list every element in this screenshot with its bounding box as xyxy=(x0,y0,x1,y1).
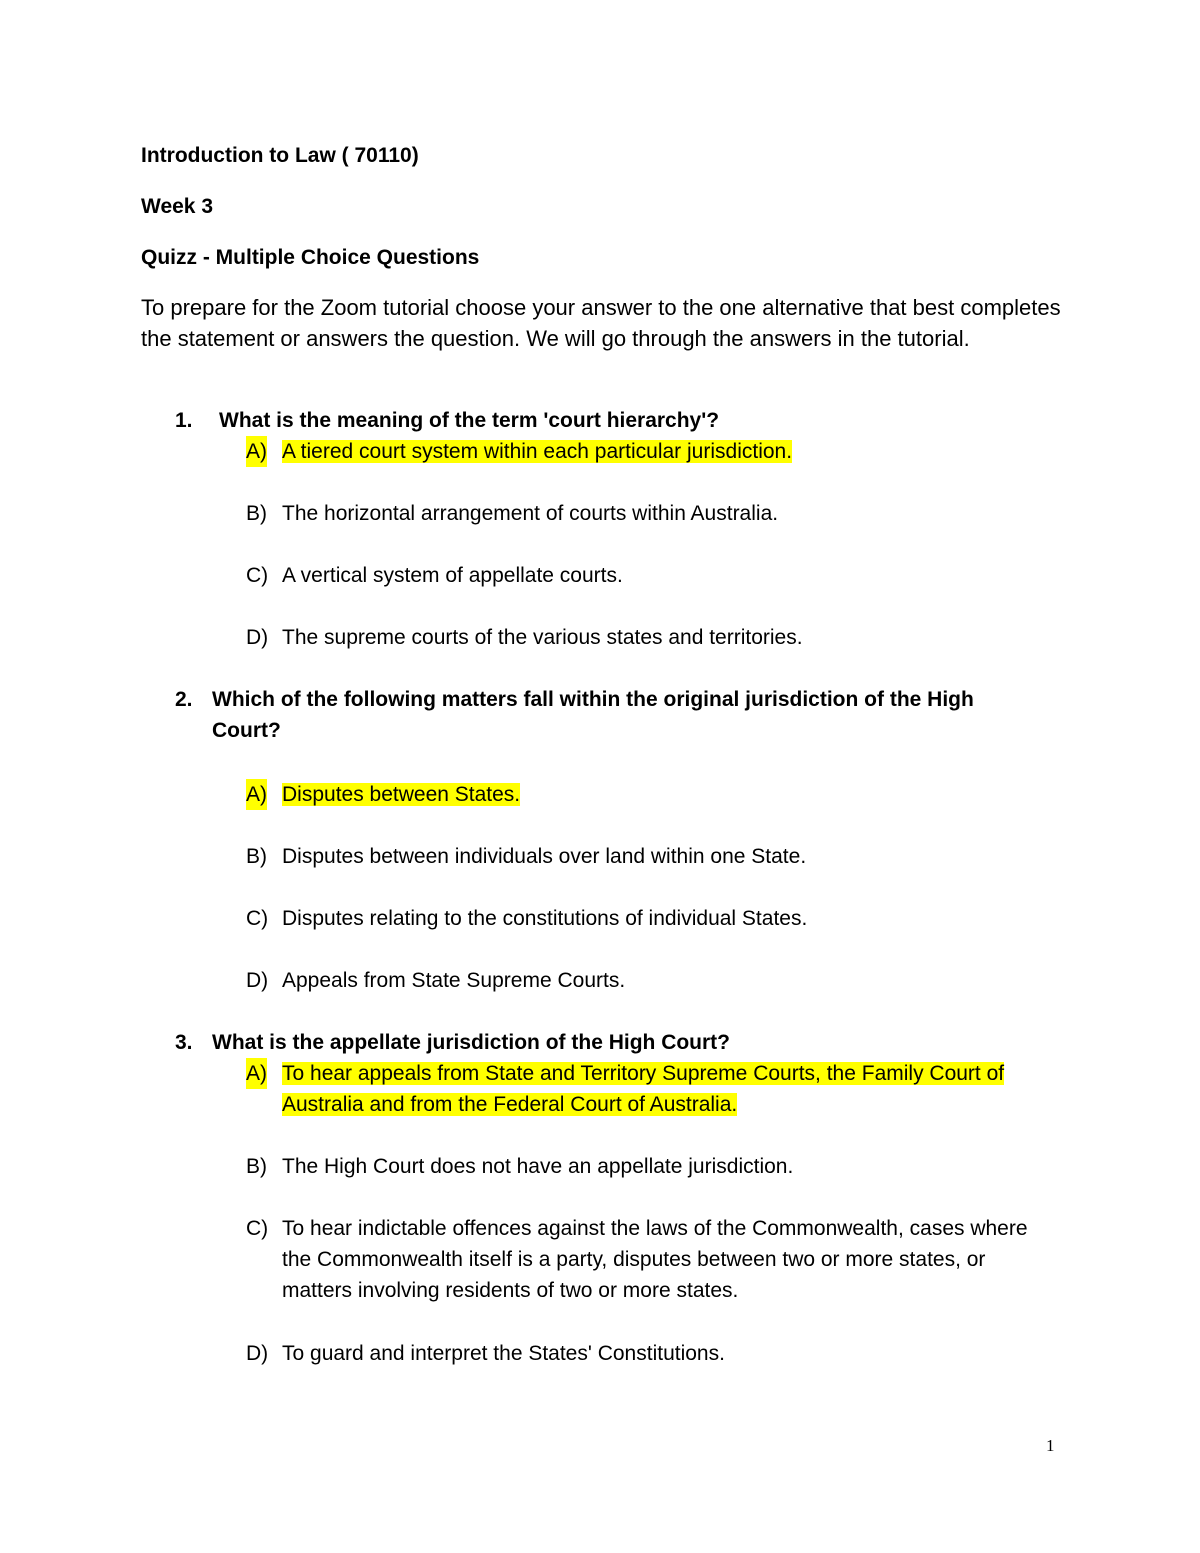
option-3a xyxy=(246,1058,1046,1120)
question-text: Which of the following matters fall within the original jurisdiction of the High Court? xyxy=(212,688,974,742)
option-3d xyxy=(246,1338,1046,1369)
option-text: To guard and interpret the States' Constitutions. xyxy=(282,1342,725,1365)
question-text: What is the meaning of the term 'court hierarchy'? xyxy=(219,409,720,432)
option-letter: D) xyxy=(246,626,269,649)
option-2a xyxy=(246,779,1046,810)
option-letter: A) xyxy=(246,1058,267,1089)
week-label: Week 3 xyxy=(141,195,213,218)
option-1a xyxy=(246,436,1046,467)
option-text: Disputes between individuals over land within one State. xyxy=(282,845,807,868)
option-text: Disputes between States. xyxy=(282,783,521,806)
option-text: To hear appeals from State and Territory Supreme Courts, the Family Court of Australia and from the Federal Court of Australia. xyxy=(282,1062,1005,1116)
option-letter: B) xyxy=(246,502,267,525)
option-text: A vertical system of appellate courts. xyxy=(282,564,623,587)
option-letter: B) xyxy=(246,845,267,868)
option-text: The horizontal arrangement of courts within Australia. xyxy=(282,502,779,525)
option-letter: B) xyxy=(246,1155,267,1178)
option-2c xyxy=(246,903,1046,934)
question-number: 3. xyxy=(175,1031,193,1054)
option-text: A tiered court system within each particular jurisdiction. xyxy=(282,440,793,463)
option-1d xyxy=(246,622,1046,653)
option-1b xyxy=(246,498,1046,529)
question-3 xyxy=(175,1027,1055,1058)
question-text: What is the appellate jurisdiction of the High Court? xyxy=(212,1031,731,1054)
question-2 xyxy=(175,684,1055,746)
question-1 xyxy=(175,405,1055,436)
quiz-subtitle: Quizz - Multiple Choice Questions xyxy=(141,246,480,269)
option-letter: C) xyxy=(246,907,269,930)
option-1c xyxy=(246,560,1046,591)
option-letter: A) xyxy=(246,779,267,810)
option-text: The supreme courts of the various states and territories. xyxy=(282,626,803,649)
option-text: Appeals from State Supreme Courts. xyxy=(282,969,626,992)
option-text: The High Court does not have an appellate jurisdiction. xyxy=(282,1155,794,1178)
option-text: To hear indictable offences against the laws of the Commonwealth, cases where the Commonwealth itself is a party, disputes between two or more states, or matters involving residents of two or more states. xyxy=(282,1217,1028,1302)
option-letter: D) xyxy=(246,969,269,992)
option-3c xyxy=(246,1213,1046,1306)
option-letter: D) xyxy=(246,1342,269,1365)
option-2d xyxy=(246,965,1046,996)
option-3b xyxy=(246,1151,1046,1182)
option-letter: C) xyxy=(246,1217,269,1240)
option-text: Disputes relating to the constitutions of individual States. xyxy=(282,907,808,930)
option-2b xyxy=(246,841,1046,872)
question-number: 1. xyxy=(175,409,193,432)
option-letter: C) xyxy=(246,564,269,587)
option-letter: A) xyxy=(246,436,267,467)
question-number: 2. xyxy=(175,688,193,711)
document-title: Introduction to Law ( 70110) xyxy=(141,144,419,167)
page-number: 1 xyxy=(1046,1436,1055,1455)
intro-paragraph: To prepare for the Zoom tutorial choose your answer to the one alternative that best completes the statement or answers the question. We will go through the answers in the tutorial. xyxy=(141,295,1061,351)
